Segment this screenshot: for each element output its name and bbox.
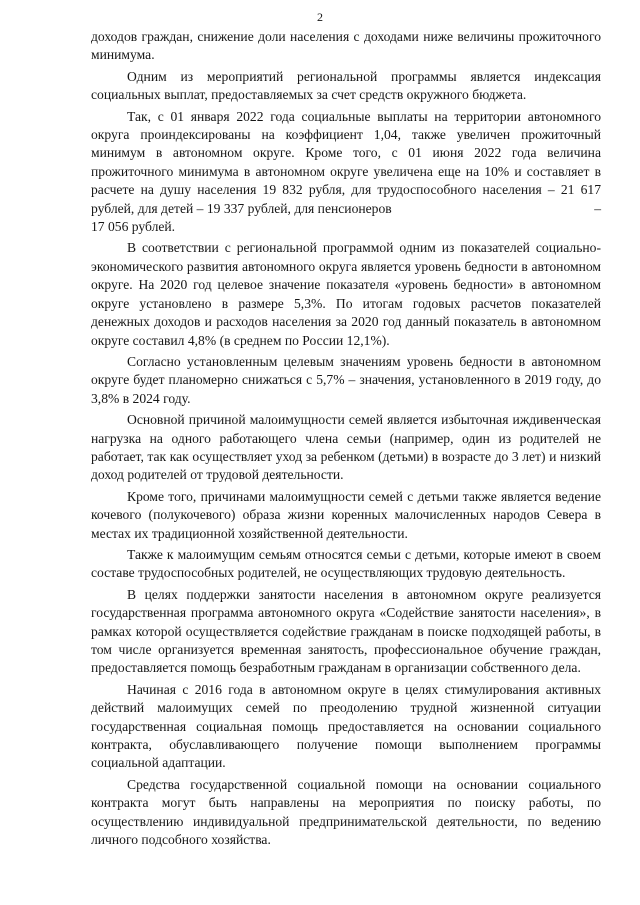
paragraph-target-values: Согласно установленным целевым значениям уровень бедности в автономном округе будет планомерно снижаться с 5,7% – значения, установленного в 2019 году, до 3,8% в 2024 году.: [91, 353, 601, 406]
paragraph-employment-program: В целях поддержки занятости населения в автономном округе реализуется государственная программа автономного округа «Содействие занятости населения», в рамках которой осуществляется содействие гражданам в поиске подходящей работы, в том числе организуется временная занятость, профессиональное обучение граждан, предоставляется помощь безработным гражданам в организации собственного дела.: [91, 586, 601, 676]
paragraph-nomadic-cause: Кроме того, причинами малоимущности семей с детьми также является ведение кочевого (полукочевого) образа жизни коренных малочисленных народов Севера в местах их традиционной хозяйственной деятельности.: [91, 488, 601, 541]
paragraph-pensioners-amount: 17 056 рублей.: [91, 219, 176, 235]
paragraph-social-contract: Начиная с 2016 года в автономном округе в целях стимулирования активных действий малоимущих семей по преодолению трудной жизненной ситуации государственная социальная помощь предоставляется на основании социального контракта, обуславливающего получение помощи выполнением программы социальной адаптации.: [91, 681, 601, 771]
paragraph-main-cause: Основной причиной малоимущности семей является избыточная иждивенческая нагрузка на одного работающего члена семьи (например, один из родителей не работает, так как осуществляет уход за ребенком (детьми) в возрасте до 3 лет) и низкий доход родителей от трудовой деятельности.: [91, 412, 601, 483]
paragraph-continuation: доходов граждан, снижение доли населения с доходами ниже величины прожиточного минимума.: [91, 29, 601, 63]
trailing-dash: –: [594, 200, 601, 216]
paragraph-unemployed-parents: Также к малоимущим семьям относятся семьи с детьми, которые имеют в своем составе трудоспособных родителей, не осуществляющих трудовую деятельность.: [91, 546, 601, 581]
paragraph-contract-funds: Средства государственной социальной помощи на основании социального контракта могут быть направлены на мероприятия по поиску работы, по осуществлению индивидуальной предпринимательской деятельности, по ведению личного подсобного хозяйства.: [91, 776, 601, 848]
paragraph-subsistence-minimum: [91, 108, 601, 218]
paragraph-poverty-level: В соответствии с региональной программой одним из показателей социально-экономического развития автономного округа является уровень бедности в автономном округе. На 2020 год целевое значение показателя «уровень бедности» в автономном округе установлено в размере 5,3%. По итогам годовых расчетов показателей денежных доходов и расходов населения за 2020 год данный показатель в автономном округе составил 4,8% (в среднем по России 12,1%).: [91, 240, 601, 348]
paragraph-indexation: Одним из мероприятий региональной программы является индексация социальных выплат, предоставляемых за счет средств окружного бюджета.: [91, 68, 601, 103]
page-number: 2: [317, 10, 323, 24]
document-body: [91, 28, 601, 852]
paragraph-subsistence-text: Так, с 01 января 2022 года социальные выплаты на территории автономного округа проиндексированы на коэффициент 1,04, также увеличен прожиточный минимум в автономном округе. Кроме того, с 01 июня 2022 года величина прожиточного минимума в автономном округе увеличена еще на 10% и составляет в расчете на душу населения 19 832 рубля, для трудоспособного населения – 21 617 рублей, для детей – 19 337 рублей, для пенсионеров: [91, 108, 601, 216]
